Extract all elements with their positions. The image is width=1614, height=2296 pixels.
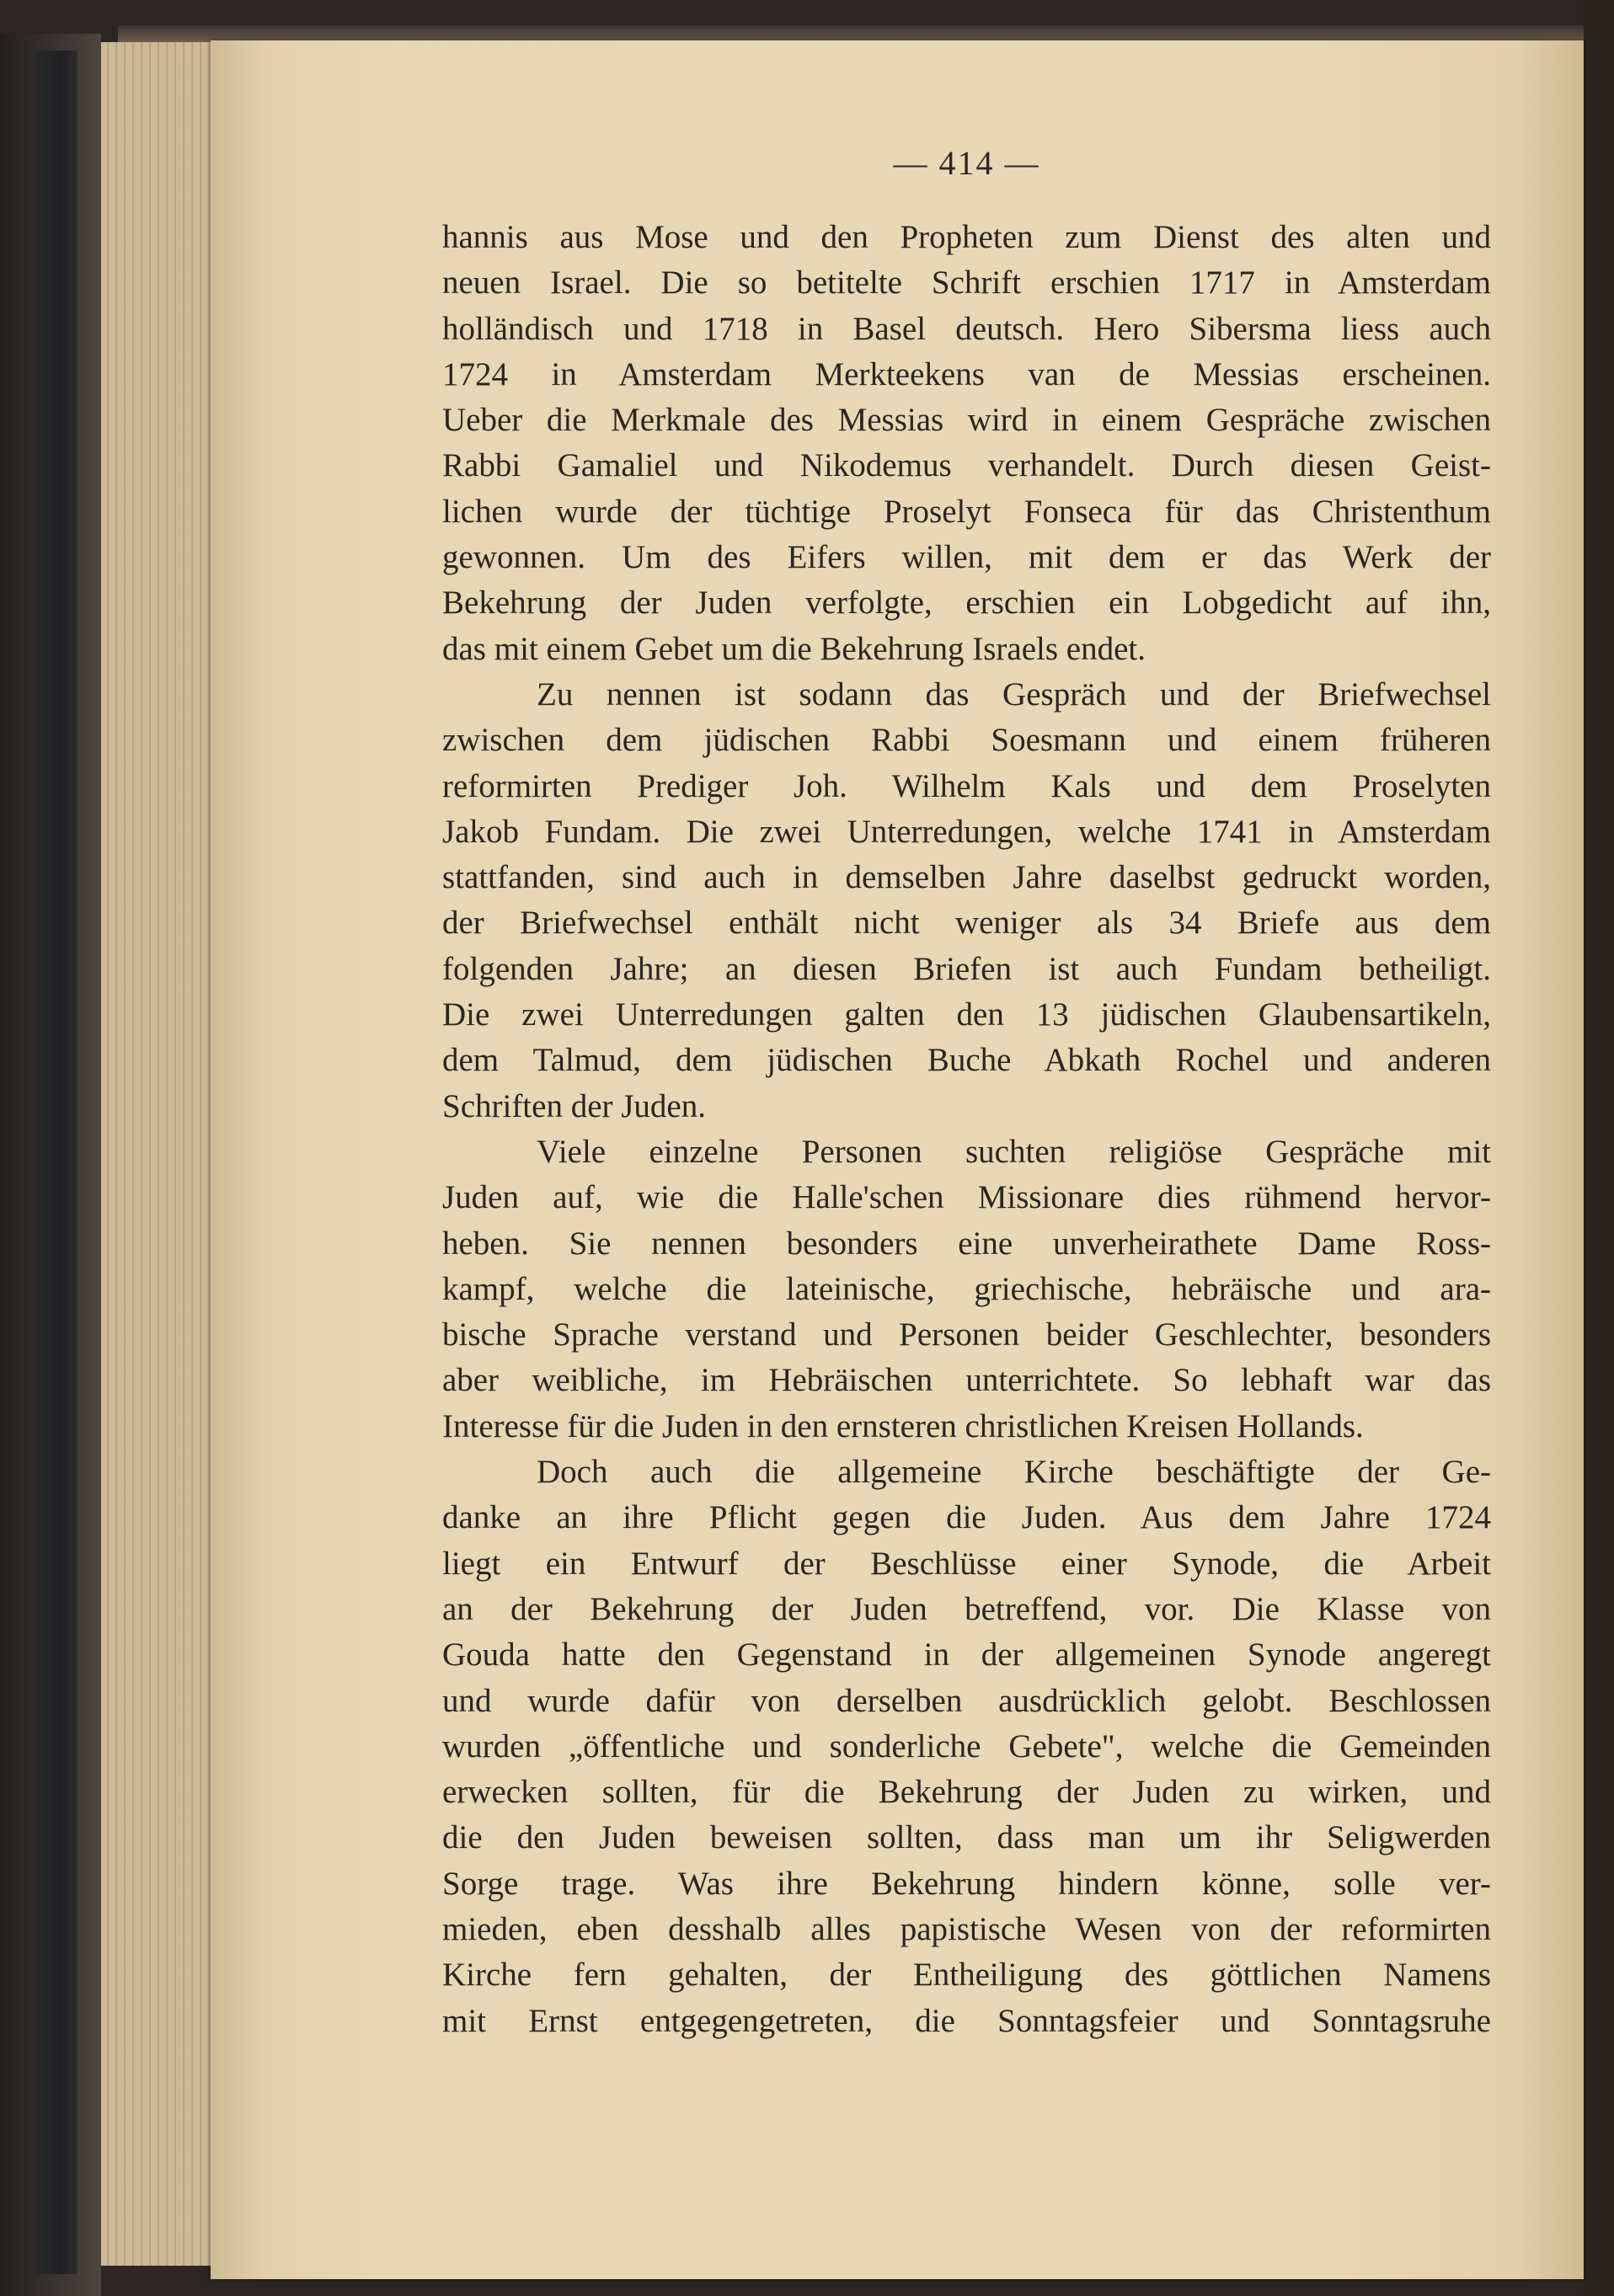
text-line: Die zwei Unterredungen galten den 13 jüdischen Glaubensartikeln, xyxy=(442,996,1491,1033)
text-line: an der Bekehrung der Juden betreffend, vor. Die Klasse von xyxy=(442,1590,1491,1627)
text-line: 1724 in Amsterdam Merkteekens van de Messias erscheinen. xyxy=(442,355,1491,392)
text-line: Juden auf, wie die Halle'schen Missionare dies rühmend hervor- xyxy=(442,1179,1491,1216)
text-line: liegt ein Entwurf der Beschlüsse einer Synode, die Arbeit xyxy=(442,1545,1491,1582)
text-line: stattfanden, sind auch in demselben Jahre daselbst gedruckt worden, xyxy=(442,859,1491,896)
text-line: mit Ernst entgegengetreten, die Sonntagsfeier und Sonntagsruhe xyxy=(442,2002,1491,2039)
text-line: Bekehrung der Juden verfolgte, erschien ein Lobgedicht auf ihn, xyxy=(442,585,1491,622)
body-text xyxy=(442,215,1491,2044)
book-cover-right xyxy=(1584,0,1614,2296)
text-line: wurden „öffentliche und sonderliche Gebete", welche die Gemeinden xyxy=(442,1727,1491,1765)
text-line: Doch auch die allgemeine Kirche beschäftigte der Ge- xyxy=(537,1454,1491,1491)
book-spine xyxy=(35,51,77,2274)
text-line: neuen Israel. Die so betitelte Schrift erschien 1717 in Amsterdam xyxy=(442,264,1491,302)
text-line: Schriften der Juden. xyxy=(442,1087,706,1124)
text-line: Gouda hatte den Gegenstand in der allgemeinen Synode angeregt xyxy=(442,1637,1491,1674)
text-line: Interesse für die Juden in den ernsteren christlichen Kreisen Hollands. xyxy=(442,1407,1364,1444)
text-line: heben. Sie nennen besonders eine unverheirathete Dame Ross- xyxy=(442,1225,1491,1262)
text-line: der Briefwechsel enthält nicht weniger als 34 Briefe aus dem xyxy=(442,905,1491,942)
text-line: bische Sprache verstand und Personen beider Geschlechter, besonders xyxy=(442,1316,1491,1354)
text-line: lichen wurde der tüchtige Proselyt Fonseca für das Christenthum xyxy=(442,493,1491,530)
page-edges xyxy=(101,42,219,2266)
text-line: kampf, welche die lateinische, griechische, hebräische und ara- xyxy=(442,1270,1491,1307)
page-number-header: — 414 — xyxy=(893,144,1040,182)
text-line: hannis aus Mose und den Propheten zum Dienst des alten und xyxy=(442,219,1491,255)
text-line: reformirten Prediger Joh. Wilhelm Kals und dem Proselyten xyxy=(442,767,1491,804)
book-top-edge xyxy=(118,25,1601,42)
text-line: Viele einzelne Personen suchten religiöse Gespräche mit xyxy=(537,1133,1491,1170)
text-line: Zu nennen ist sodann das Gespräch und der Briefwechsel xyxy=(537,675,1491,713)
text-line: aber weibliche, im Hebräischen unterrichtete. So lebhaft war das xyxy=(442,1362,1491,1399)
text-line: holländisch und 1718 in Basel deutsch. Hero Sibersma liess auch xyxy=(442,310,1491,347)
text-line: das mit einem Gebet um die Bekehrung Israels endet. xyxy=(442,630,1146,667)
text-line: dem Talmud, dem jüdischen Buche Abkath Rochel und anderen xyxy=(442,1042,1491,1079)
text-line: zwischen dem jüdischen Rabbi Soesmann und einem früheren xyxy=(442,722,1491,759)
text-line: gewonnen. Um des Eifers willen, mit dem er das Werk der xyxy=(442,539,1491,576)
text-line: Kirche fern gehalten, der Entheiligung des göttlichen Namens xyxy=(442,1957,1491,1994)
text-line: Ueber die Merkmale des Messias wird in einem Gespräche zwischen xyxy=(442,402,1491,439)
text-line: Jakob Fundam. Die zwei Unterredungen, welche 1741 in Amsterdam xyxy=(442,813,1491,850)
text-line: Rabbi Gamaliel und Nikodemus verhandelt. Durch diesen Geist- xyxy=(442,447,1491,484)
text-line: Sorge trage. Was ihre Bekehrung hindern könne, solle ver- xyxy=(442,1865,1491,1902)
text-line: danke an ihre Pflicht gegen die Juden. Aus dem Jahre 1724 xyxy=(442,1499,1491,1536)
text-line: mieden, eben desshalb alles papistische Wesen von der reformirten xyxy=(442,1910,1491,1947)
text-line: die den Juden beweisen sollten, dass man um ihr Seligwerden xyxy=(442,1819,1491,1856)
text-line: und wurde dafür von derselben ausdrücklich gelobt. Beschlossen xyxy=(442,1682,1491,1719)
text-line: erwecken sollten, für die Bekehrung der Juden zu wirken, und xyxy=(442,1774,1491,1811)
text-line: folgenden Jahre; an diesen Briefen ist auch Fundam betheiligt. xyxy=(442,950,1491,987)
